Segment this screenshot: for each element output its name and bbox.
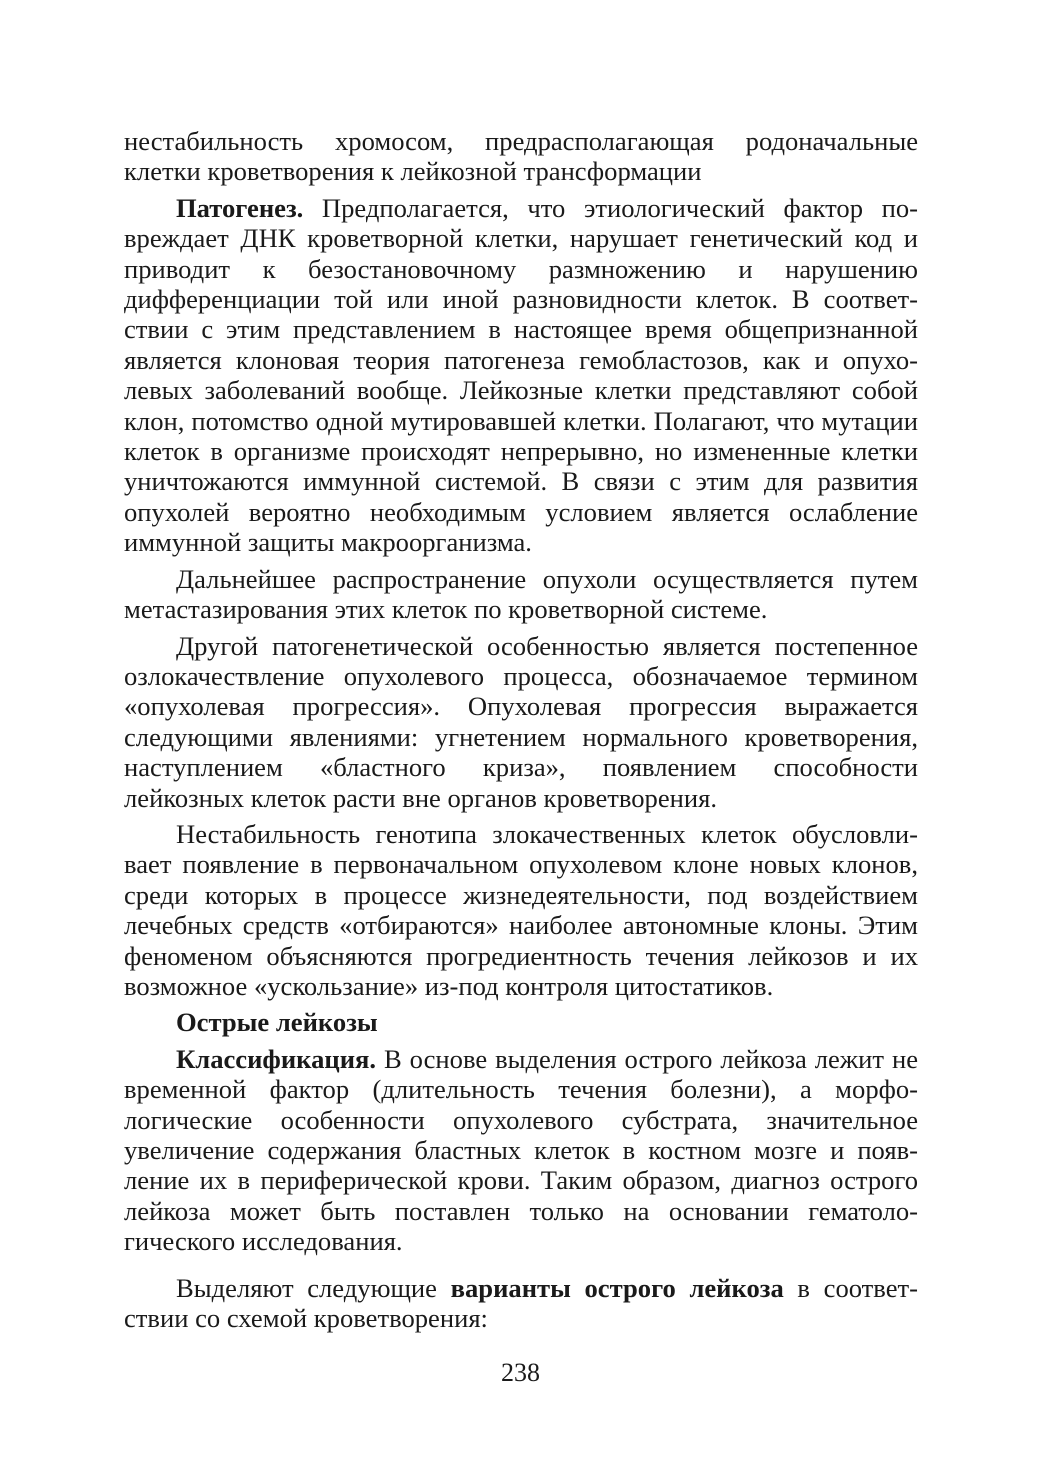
paragraph-text: Предполагается, что этиологический фактор повреждает ДНК кроветворной клетки, нарушает генетический код и приводит к безостановочному размножению и нарушению дифференциации той или иной разновидности клеток. В соответствии с этим представлением в настоящее время общепризнанной является клоновая теория патогенеза гемобластозов, как и опухолевых заболеваний вообще. Лейкозные клетки представляют собой клон, потомство одной мутировавшей клетки. Полагают, что мутации клеток в организме происходят непрерывно, но измененные клетки уничтожаются иммунной системой. В связи с этим для развития опухолей вероятно необходимым условием является ослабление иммунной защиты макроорганизма. — [124, 192, 918, 558]
paragraph-text: нестабильность хромосом, предрасполагающая родоначальные клетки кроветворения к лейкозной трансформации — [124, 126, 918, 187]
paragraph-metastasis — [124, 564, 918, 625]
paragraph-text-post: в соответствии со схемой кроветворения: — [124, 1272, 918, 1334]
paragraph-tumor-progression — [124, 631, 918, 813]
paragraph-classification — [124, 1044, 918, 1257]
paragraph-genotype-instability — [124, 819, 918, 1001]
page-number: 238 — [501, 1358, 540, 1387]
paragraph-bold-variants: варианты острого лейкоза — [450, 1272, 784, 1303]
paragraph-pathogenesis — [124, 193, 918, 558]
paragraph-text-pre: Выделяют следующие — [176, 1272, 451, 1303]
paragraph-text: В основе выделения острого лейкоза лежит не временной фактор (длительность течения болезни), а морфологические особенности опухолевого субстрата, значительное увеличение содержания бластных клеток в костном мозге и появление их в периферической крови. Таким образом, диагноз острого лейкоза может быть поставлен только на основании гематологического исследования. — [124, 1043, 918, 1257]
paragraph-lead-classification: Классификация. — [176, 1043, 377, 1074]
paragraph-lead-pathogenesis: Патогенез. — [176, 192, 304, 223]
section-heading-acute-leukemia: Острые лейкозы — [176, 1007, 378, 1038]
page-body — [124, 126, 918, 1333]
paragraph-continuation — [124, 126, 918, 187]
paragraph-text: Другой патогенетической особенностью является постепенное озлокачествление опухолевого процесса, обозначаемое термином «опухолевая прогрессия». Опухолевая прогрессия выражается следующими явлениями: угнетением нормального кроветворения, наступлением «бластного криза», появлением способности лейкозных клеток расти вне органов кроветворения. — [124, 630, 918, 813]
paragraph-text: Дальнейшее распространение опухоли осуществляется путем метастазирования этих клеток по кроветворной системе. — [124, 563, 918, 625]
paragraph-text: Нестабильность генотипа злокачественных клеток обусловливает появление в первоначальном опухолевом клоне новых клонов, среди которых в процессе жизнедеятельности, под воздействием лечебных средств «отбираются» наиболее автономные клоны. Этим феноменом объясняются прогредиентность течения лейкозов и их возможное «ускользание» из-под контроля цитостатиков. — [124, 818, 918, 1001]
paragraph-variants — [124, 1273, 918, 1334]
